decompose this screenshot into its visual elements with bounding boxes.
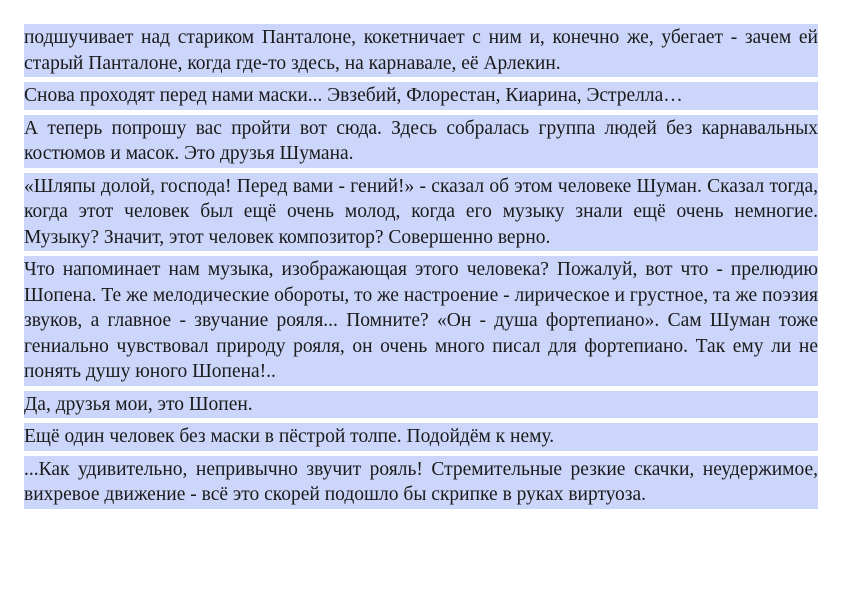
text-block <box>24 24 818 509</box>
paragraph-5: Что напоминает нам музыка, изображающая этого человека? Пожалуй, вот что - прелюдию Шопена. Те же мелодические обороты, то же настроение - лирическое и грустное, та же поэзия звуков, а главное - звучание рояля... Помните? «Он - душа фортепиано». Сам Шуман тоже гениально чувствовал природу рояля, он очень много писал для фортепиано. Так ему ли не понять душу юного Шопена!.. <box>24 256 818 386</box>
paragraph-1: подшучивает над стариком Панталоне, кокетничает с ним и, конечно же, убегает - зачем ей старый Панталоне, когда где-то здесь, на карнавале, её Арлекин. <box>24 24 818 77</box>
paragraph-3: А теперь попрошу вас пройти вот сюда. Здесь собралась группа людей без карнавальных костюмов и масок. Это друзья Шумана. <box>24 115 818 168</box>
paragraph-2: Снова проходят перед нами маски... Эвзебий, Флорестан, Киарина, Эстрелла… <box>24 82 818 110</box>
paragraph-7: Ещё один человек без маски в пёстрой толпе. Подойдём к нему. <box>24 423 818 451</box>
paragraph-8: ...Как удивительно, непривычно звучит рояль! Стремительные резкие скачки, неудержимое, вихревое движение - всё это скорей подошло бы скрипке в руках виртуоза. <box>24 456 818 509</box>
paragraph-4: «Шляпы долой, господа! Перед вами - гений!» - сказал об этом человеке Шуман. Сказал тогда, когда этот человек был ещё очень молод, когда его музыку знали ещё очень немногие. Музыку? Значит, этот человек композитор? Совершенно верно. <box>24 173 818 252</box>
paragraph-6: Да, друзья мои, это Шопен. <box>24 391 818 419</box>
